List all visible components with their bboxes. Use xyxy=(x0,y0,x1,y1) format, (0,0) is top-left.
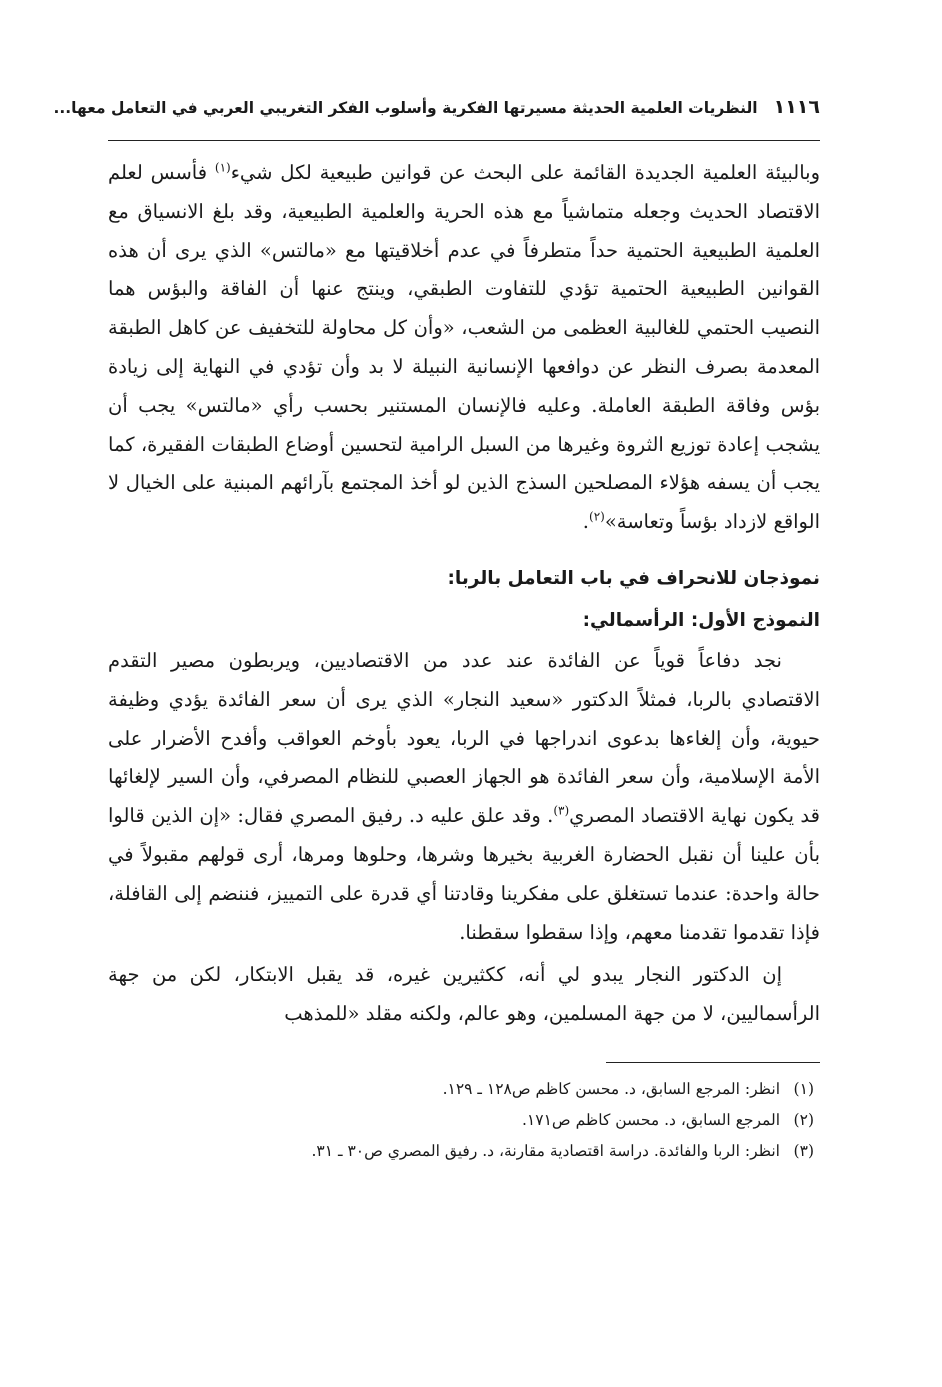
body-paragraph xyxy=(108,154,820,542)
footnote-text: المرجع السابق، د. محسن كاظم ص١٧١. xyxy=(521,1110,780,1129)
footnote-number: (٢) xyxy=(793,1110,814,1129)
footnote-item xyxy=(108,1074,820,1105)
footnote-rule xyxy=(606,1062,820,1063)
paragraph-text: فأسس لعلم الاقتصاد الحديث وجعله متماشياً مع هذه الحرية والعلمية الطبيعية، وقد بلغ الانسياق مع العلمية الطبيعية الحتمية حداً متطرفاً في عدم أخلاقيتها مع «مالتس» الذي يرى أن هذه القوانين الطبيعية الحتمية تؤدي للتفاوت الطبقي، وينتج عنها أن الفاقة والبؤس هما النصيب الحتمي للغالبية العظمى من الشعب، «وأن كل محاولة للتخفيف عن كاهل الطبقة المعدمة بصرف النظر عن دوافعها الإنسانية النبيلة لا بد وأن تؤدي في النهاية إلى زيادة بؤس وفاقة الطبقة العاملة. وعليه فالإنسان المستنير بحسب رأي «مالتس» يجب أن يشجب إعادة توزيع الثروة وغيرها من السبل الرامية لتحسين أوضاع الطبقات الفقيرة، كما يجب أن يسفه هؤلاء المصلحين السذج الذين لو أخذ المجتمع بآرائهم المبنية على الخيال لا الواقع لازداد بؤساً وتعاسة» xyxy=(108,161,820,534)
footnote-number: (٣) xyxy=(793,1141,814,1160)
running-title: النظريات العلمية الحديثة مسيرتها الفكرية وأسلوب الفكر التغريبي العربي في التعامل معها... xyxy=(53,99,758,117)
footnote-text: انظر: المرجع السابق، د. محسن كاظم ص١٢٨ ـ ١٢٩. xyxy=(442,1079,780,1098)
header-rule xyxy=(108,140,820,141)
body-paragraph xyxy=(108,956,820,1034)
footnote-ref[interactable]: (٣) xyxy=(553,803,570,818)
footnote-ref[interactable]: (٢) xyxy=(589,509,605,524)
paragraph-text: نجد دفاعاً قوياً عن الفائدة عند عدد من الاقتصاديين، ويربطون مصير التقدم الاقتصادي بالربا، فمثلاً الدكتور «سعيد النجار» الذي يرى أن سعر الفائدة يؤدي وظيفة حيوية، وأن إلغاءها بدعوى اندراجها في الربا، يعود بأوخم العواقب وأفدح الأضرار على الأمة الإسلامية، وأن سعر الفائدة هو الجهاز العصبي للنظام المصرفي، وأن السير لإلغائها قد يكون نهاية الاقتصاد المصري xyxy=(108,648,820,828)
footnote-number: (١) xyxy=(793,1079,814,1098)
footnote-item xyxy=(108,1105,820,1136)
footnote-item xyxy=(108,1136,820,1167)
body-paragraph xyxy=(108,642,820,952)
page-number: ١١١٦ xyxy=(773,96,820,118)
footnote-text: انظر: الربا والفائدة. دراسة اقتصادية مقارنة، د. رفيق المصري ص٣٠ ـ ٣١. xyxy=(311,1141,780,1160)
section-heading: نموذجان للانحراف في باب التعامل بالربا: xyxy=(447,567,820,589)
paragraph-text: وبالبيئة العلمية الجديدة القائمة على البحث عن قوانين طبيعية لكل شيء xyxy=(230,161,820,184)
paragraph-text: إن الدكتور النجار يبدو لي أنه، ككثيرين غيره، قد يقبل الابتكار، لكن من جهة الرأسماليين، لا من جهة المسلمين، وهو عالم، ولكنه مقلد «للمذهب xyxy=(108,963,820,1026)
book-page xyxy=(53,96,820,1167)
page-header xyxy=(53,96,820,130)
paragraph-text: . وقد علق عليه د. رفيق المصري فقال: «إن الذين قالوا بأن علينا أن نقبل الحضارة الغربية بخيرها وشرها، وحلوها ومرها، أرى قولهم مقبولاً في حالة واحدة: عندما تستغلق على مفكرينا وقادتنا أي قدرة على التمييز، فننضم إلى القافلة، فإذا تقدموا تقدمنا معهم، وإذا سقطوا سقطنا. xyxy=(108,804,820,944)
subsection-heading: النموذج الأول: الرأسمالي: xyxy=(582,609,820,631)
footnote-ref[interactable]: (١) xyxy=(214,160,231,175)
footnotes xyxy=(108,1074,820,1167)
paragraph-text: . xyxy=(582,510,589,534)
